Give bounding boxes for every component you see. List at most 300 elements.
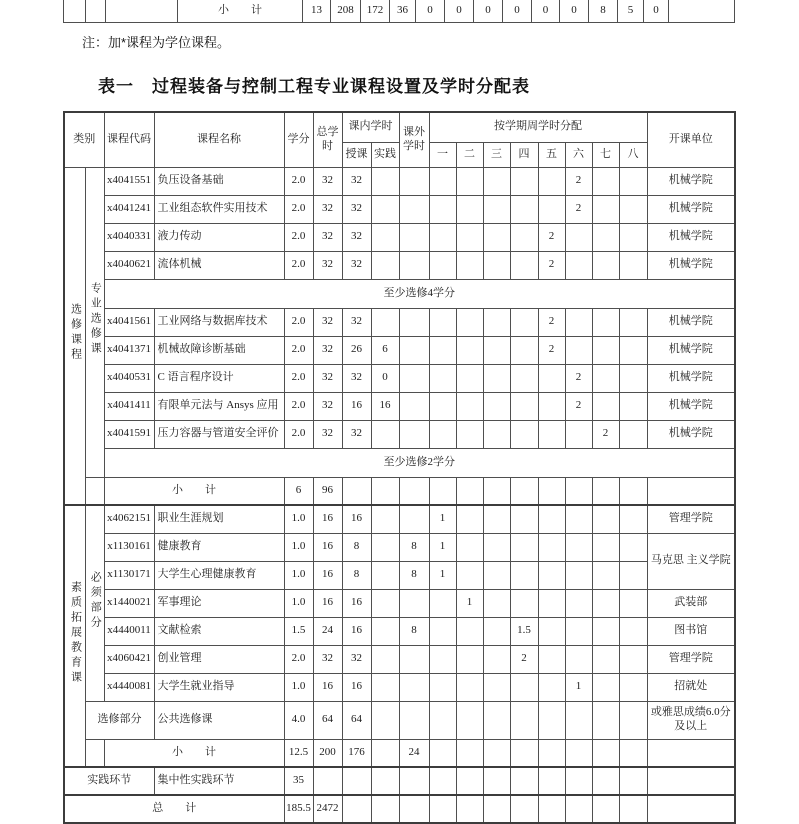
cell-practice	[371, 223, 399, 251]
cell-extra: 8	[399, 561, 429, 589]
cell-code: x4040331	[104, 223, 154, 251]
cell-unit: 图书馆	[647, 617, 735, 645]
cell-credit: 2.0	[284, 364, 313, 392]
cell-credit: 12.5	[284, 739, 313, 767]
cell-credit: 2.0	[284, 251, 313, 279]
cell-sem: 1	[429, 561, 456, 589]
course-row	[64, 167, 735, 195]
cell-empty	[85, 477, 104, 505]
cell-sem	[538, 589, 565, 617]
cell-sem	[456, 392, 483, 420]
cell-teach: 16	[342, 617, 371, 645]
cell-sem	[429, 364, 456, 392]
cell-extra	[399, 505, 429, 533]
col-header-sem-6: 六	[565, 142, 592, 167]
cell-sem	[456, 477, 483, 505]
cell-sem: 8	[589, 0, 618, 23]
cell-teach: 32	[342, 364, 371, 392]
cell-sem	[538, 795, 565, 823]
cell-code: x4040621	[104, 251, 154, 279]
cell-empty	[86, 0, 106, 23]
cell-practice	[371, 617, 399, 645]
cell-code: x4041241	[104, 195, 154, 223]
cell-sem	[592, 767, 619, 795]
cell-credit: 1.0	[284, 505, 313, 533]
cell-credit: 1.0	[284, 589, 313, 617]
cell-sem	[429, 420, 456, 448]
cell-code: x4041551	[104, 167, 154, 195]
cell-name: 创业管理	[154, 645, 284, 673]
cell-teach: 8	[342, 533, 371, 561]
cell-practice: 16	[371, 392, 399, 420]
cell-sem	[619, 420, 647, 448]
cell-unit: 机械学院	[647, 195, 735, 223]
cell-sem	[456, 795, 483, 823]
cell-practice: 0	[371, 364, 399, 392]
cell-sem	[456, 336, 483, 364]
col-header-sem-5: 五	[538, 142, 565, 167]
cell-teach: 16	[342, 392, 371, 420]
cell-credit: 13	[303, 0, 331, 23]
cell-name: 大学生就业指导	[154, 673, 284, 701]
cell-practice	[371, 505, 399, 533]
cell-total: 200	[313, 739, 342, 767]
cell-extra	[399, 673, 429, 701]
cell-extra	[399, 364, 429, 392]
subtotal-label: 小 计	[104, 739, 284, 767]
cell-credit: 2.0	[284, 195, 313, 223]
course-row	[64, 505, 735, 533]
course-row	[64, 673, 735, 701]
col-header-name: 课程名称	[154, 112, 284, 167]
cell-credit: 1.0	[284, 533, 313, 561]
cell-name: 大学生心理健康教育	[154, 561, 284, 589]
elective-min-credits-row	[64, 448, 735, 477]
cell-sem	[456, 364, 483, 392]
cell-sem	[456, 673, 483, 701]
cell-sem	[565, 336, 592, 364]
cell-sem	[510, 392, 538, 420]
cell-empty	[106, 0, 178, 23]
cell-total: 2472	[313, 795, 342, 823]
cell-name: 健康教育	[154, 533, 284, 561]
cell-sem: 5	[618, 0, 644, 23]
cell-sem: 2	[592, 420, 619, 448]
cell-extra	[399, 167, 429, 195]
cell-code: x4440081	[104, 673, 154, 701]
cell-sem	[565, 505, 592, 533]
cell-sem	[619, 645, 647, 673]
course-row	[64, 645, 735, 673]
cell-sem	[510, 795, 538, 823]
elective-min-credits-row	[64, 279, 735, 308]
cell-sem	[619, 223, 647, 251]
cell-unit: 机械学院	[647, 336, 735, 364]
cell-sem	[429, 739, 456, 767]
cell-sem: 0	[560, 0, 589, 23]
cell-sem	[483, 739, 510, 767]
cell-sem	[592, 477, 619, 505]
cell-code: x1440021	[104, 589, 154, 617]
cell-unit: 机械学院	[647, 223, 735, 251]
cell-total: 16	[313, 505, 342, 533]
cell-total: 16	[313, 561, 342, 589]
cell-total: 96	[313, 477, 342, 505]
grand-total-label: 总 计	[64, 795, 284, 823]
cell-sem	[565, 251, 592, 279]
cell-sem	[456, 701, 483, 739]
cell-extra	[399, 767, 429, 795]
cell-extra: 8	[399, 533, 429, 561]
subtotal-row	[64, 739, 735, 767]
cell-unit: 武装部	[647, 589, 735, 617]
cell-sem: 1	[429, 505, 456, 533]
cell-sem	[510, 739, 538, 767]
cell-total: 16	[313, 673, 342, 701]
cell-code: x1130161	[104, 533, 154, 561]
cell-sem	[429, 795, 456, 823]
category-label: 专业选修课	[89, 282, 102, 358]
cell-sem	[429, 195, 456, 223]
cell-sem	[483, 167, 510, 195]
cell-sem	[429, 701, 456, 739]
cell-sem	[619, 673, 647, 701]
cell-extra	[399, 195, 429, 223]
cell-credit: 1.0	[284, 561, 313, 589]
cell-extra	[399, 589, 429, 617]
cell-practice	[371, 195, 399, 223]
cell-teach: 172	[361, 0, 390, 23]
cell-practice	[371, 533, 399, 561]
cell-credit: 4.0	[284, 701, 313, 739]
cell-credit: 2.0	[284, 336, 313, 364]
cell-total	[313, 767, 342, 795]
cell-extra	[399, 223, 429, 251]
cell-sem	[483, 701, 510, 739]
cell-teach: 64	[342, 701, 371, 739]
col-header-total: 总学时	[313, 112, 342, 167]
cell-teach: 32	[342, 308, 371, 336]
cell-sem	[619, 336, 647, 364]
table-row	[64, 0, 735, 23]
cell-sem	[619, 364, 647, 392]
cell-sem	[565, 533, 592, 561]
min-credits-note: 至少选修2学分	[104, 448, 735, 477]
course-row	[64, 251, 735, 279]
cell-sem	[510, 364, 538, 392]
cell-total: 32	[313, 645, 342, 673]
col-header-credit: 学分	[284, 112, 313, 167]
category-required-part	[85, 505, 104, 701]
cell-sem	[565, 477, 592, 505]
cell-sem	[538, 505, 565, 533]
cell-sem	[510, 420, 538, 448]
cell-empty	[64, 0, 86, 23]
cell-extra	[399, 420, 429, 448]
cell-unit: 机械学院	[647, 308, 735, 336]
cell-sem	[538, 645, 565, 673]
col-header-sem-3: 三	[483, 142, 510, 167]
cell-sem	[483, 617, 510, 645]
cell-sem: 2	[565, 364, 592, 392]
cell-sem	[592, 701, 619, 739]
cell-practice: 36	[390, 0, 416, 23]
cell-sem	[619, 767, 647, 795]
footnote: 注：加*课程为学位课程。	[82, 35, 231, 50]
category-label: 必须部分	[89, 570, 102, 631]
cell-sem	[456, 617, 483, 645]
cell-sem	[592, 251, 619, 279]
cell-teach: 32	[342, 645, 371, 673]
cell-sem	[619, 477, 647, 505]
cell-total: 32	[313, 336, 342, 364]
cell-total: 64	[313, 701, 342, 739]
cell-credit: 2.0	[284, 392, 313, 420]
cell-sem	[565, 223, 592, 251]
col-header-sem-1: 一	[429, 142, 456, 167]
course-row	[64, 420, 735, 448]
cell-sem	[538, 739, 565, 767]
cell-code: x4060421	[104, 645, 154, 673]
cell-sem	[510, 167, 538, 195]
cell-teach: 16	[342, 589, 371, 617]
cell-sem	[565, 589, 592, 617]
course-row	[64, 364, 735, 392]
cell-sem	[538, 673, 565, 701]
cell-unit: 管理学院	[647, 645, 735, 673]
cell-unit: 机械学院	[647, 392, 735, 420]
cell-sem	[483, 533, 510, 561]
cell-name: 机械故障诊断基础	[154, 336, 284, 364]
cell-teach: 176	[342, 739, 371, 767]
cell-total: 32	[313, 223, 342, 251]
cell-sem	[510, 533, 538, 561]
cell-sem	[538, 617, 565, 645]
table-title: 表一 过程装备与控制工程专业课程设置及学时分配表	[98, 77, 530, 96]
cell-sem	[592, 223, 619, 251]
cell-practice	[371, 795, 399, 823]
cell-sem	[592, 561, 619, 589]
cell-sem	[429, 673, 456, 701]
col-header-sem-2: 二	[456, 142, 483, 167]
cell-sem	[483, 251, 510, 279]
cell-sem	[483, 364, 510, 392]
cell-unit: 马克思 主义学院	[647, 533, 735, 589]
cell-sem	[538, 392, 565, 420]
cell-name: 压力容器与管道安全评价	[154, 420, 284, 448]
cell-total: 32	[313, 392, 342, 420]
cell-sem	[538, 477, 565, 505]
cell-credit: 35	[284, 767, 313, 795]
cell-sem	[510, 505, 538, 533]
cell-sem	[538, 767, 565, 795]
cell-name: 工业组态软件实用技术	[154, 195, 284, 223]
course-row	[64, 533, 735, 561]
cell-total: 24	[313, 617, 342, 645]
cell-total: 16	[313, 589, 342, 617]
cell-sem	[565, 420, 592, 448]
cell-sem	[619, 795, 647, 823]
course-row	[64, 336, 735, 364]
cell-sem: 2	[510, 645, 538, 673]
cell-sem: 2	[538, 308, 565, 336]
cell-sem: 1	[565, 673, 592, 701]
cell-sem: 1.5	[510, 617, 538, 645]
min-credits-note: 至少选修4学分	[104, 279, 735, 308]
cell-sem: 2	[565, 392, 592, 420]
cell-sem	[429, 617, 456, 645]
cell-total: 32	[313, 167, 342, 195]
cell-sem	[538, 167, 565, 195]
cell-sem	[565, 617, 592, 645]
cell-practice: 6	[371, 336, 399, 364]
cell-unit	[647, 767, 735, 795]
subtotal-row	[64, 477, 735, 505]
cell-extra	[399, 795, 429, 823]
cell-sem	[592, 673, 619, 701]
cell-teach: 26	[342, 336, 371, 364]
col-header-code: 课程代码	[104, 112, 154, 167]
cell-code: x4440011	[104, 617, 154, 645]
cell-name: 流体机械	[154, 251, 284, 279]
category-quality-development	[64, 505, 85, 767]
cell-sem	[456, 767, 483, 795]
col-header-unit: 开课单位	[647, 112, 735, 167]
cell-code: x4041561	[104, 308, 154, 336]
cell-sem	[483, 336, 510, 364]
category-major-elective	[85, 167, 104, 477]
cell-sem	[538, 701, 565, 739]
cell-practice	[371, 561, 399, 589]
cell-unit	[647, 795, 735, 823]
cell-teach: 32	[342, 167, 371, 195]
cell-teach: 32	[342, 251, 371, 279]
cell-unit: 或雅思成绩6.0分 及以上	[647, 701, 735, 739]
cell-credit: 1.0	[284, 673, 313, 701]
cell-teach: 8	[342, 561, 371, 589]
cell-sem	[619, 617, 647, 645]
cell-credit: 2.0	[284, 167, 313, 195]
cell-teach: 16	[342, 505, 371, 533]
cell-teach	[342, 795, 371, 823]
cell-sem	[538, 364, 565, 392]
cell-sem	[429, 251, 456, 279]
cell-sem	[429, 308, 456, 336]
cell-name: 公共选修课	[154, 701, 284, 739]
course-row	[64, 195, 735, 223]
course-schedule-table	[63, 111, 736, 824]
cell-sem	[619, 392, 647, 420]
cell-sem: 1	[429, 533, 456, 561]
category-elective-courses	[64, 167, 85, 505]
course-row	[64, 223, 735, 251]
cell-practice	[371, 420, 399, 448]
cell-sem	[483, 589, 510, 617]
cell-sem	[429, 167, 456, 195]
cell-total: 208	[331, 0, 361, 23]
cell-sem	[619, 167, 647, 195]
cell-name: 集中性实践环节	[154, 767, 284, 795]
cell-sem	[483, 767, 510, 795]
cell-sem	[429, 645, 456, 673]
col-header-extra: 课外学时	[399, 112, 429, 167]
cell-sem	[456, 420, 483, 448]
cell-sem	[483, 561, 510, 589]
cell-total: 32	[313, 251, 342, 279]
cell-sem	[619, 505, 647, 533]
cell-total: 32	[313, 308, 342, 336]
cell-credit: 2.0	[284, 420, 313, 448]
cell-sem	[510, 308, 538, 336]
cell-practice	[371, 308, 399, 336]
cell-extra	[399, 336, 429, 364]
cell-sem	[619, 195, 647, 223]
cell-sem	[619, 251, 647, 279]
cell-sem	[483, 223, 510, 251]
header-row-1	[64, 112, 735, 142]
cell-practice	[371, 589, 399, 617]
cell-extra	[399, 477, 429, 505]
cell-name: 有限单元法与 Ansys 应用	[154, 392, 284, 420]
cell-sem	[456, 561, 483, 589]
cell-sem	[592, 392, 619, 420]
cell-sem: 0	[503, 0, 532, 23]
cell-unit	[669, 0, 735, 23]
cell-sem: 2	[565, 167, 592, 195]
cell-practice	[371, 251, 399, 279]
cell-sem	[456, 308, 483, 336]
cell-unit: 机械学院	[647, 420, 735, 448]
col-header-sem-8: 八	[619, 142, 647, 167]
cell-sem	[565, 308, 592, 336]
col-header-in-class: 课内学时	[342, 112, 399, 142]
cell-sem	[483, 195, 510, 223]
cell-practice	[371, 645, 399, 673]
cell-extra: 8	[399, 617, 429, 645]
cell-credit: 1.5	[284, 617, 313, 645]
cell-sem	[592, 645, 619, 673]
cell-sem	[619, 561, 647, 589]
cell-code: x1130171	[104, 561, 154, 589]
cell-extra	[399, 308, 429, 336]
cell-name: C 语言程序设计	[154, 364, 284, 392]
cell-sem	[456, 505, 483, 533]
cell-extra: 0	[416, 0, 445, 23]
course-row	[64, 308, 735, 336]
course-row	[64, 617, 735, 645]
cell-code: x4041591	[104, 420, 154, 448]
cell-sem	[483, 505, 510, 533]
cell-name: 职业生涯规划	[154, 505, 284, 533]
cell-name: 负压设备基础	[154, 167, 284, 195]
cell-practice	[371, 673, 399, 701]
cell-sem	[483, 795, 510, 823]
cell-code: x4040531	[104, 364, 154, 392]
cell-sem	[592, 195, 619, 223]
cell-sem	[538, 195, 565, 223]
cell-sem	[592, 308, 619, 336]
cell-code: x4041411	[104, 392, 154, 420]
cell-sem	[456, 739, 483, 767]
col-header-weekly: 按学期周学时分配	[429, 112, 647, 142]
cell-name: 液力传动	[154, 223, 284, 251]
cell-sem	[592, 589, 619, 617]
category-elective-part: 选修部分	[85, 701, 154, 739]
cell-teach: 16	[342, 673, 371, 701]
cell-sem	[429, 477, 456, 505]
cell-unit: 机械学院	[647, 251, 735, 279]
cell-sem	[429, 392, 456, 420]
